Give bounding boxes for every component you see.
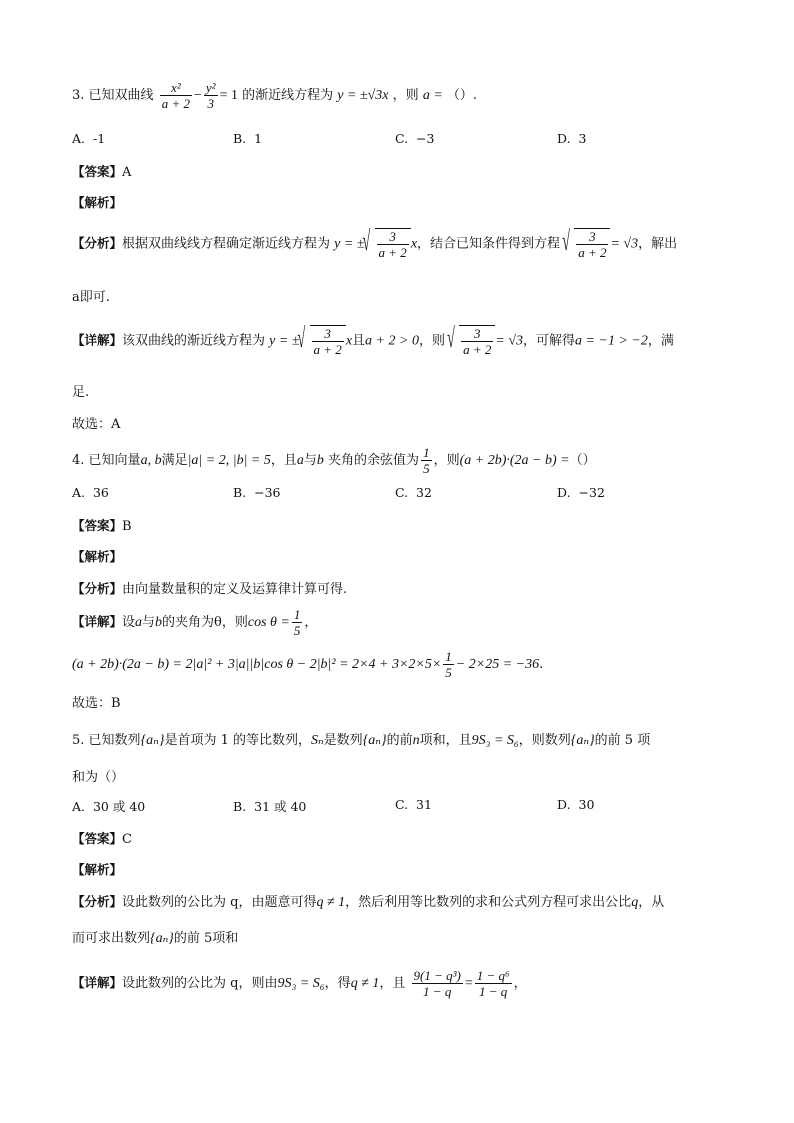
q4-choice: 故选：B: [72, 696, 121, 711]
q3-xiangjie: 【详解】该双曲线的渐近线方程为 y = ± √ $\frac{3}{a + 2}$ x且a + 2 > 0，则 √ $\frac{3}{a + 2}$ = √3，可解得a = −1 > −2，满: [72, 325, 674, 357]
q5-option-d: D. 30: [557, 797, 595, 812]
q3-number: 3.: [72, 88, 85, 103]
q3-eq-frac2: $\frac{\text{y²}}{3}$: [205, 80, 216, 111]
q4-xiangjie: 【详解】设a与b的夹角为θ，则cos θ = $\frac{1}{5}$ ，: [72, 607, 318, 638]
q5-option-a: A. 30 或 40: [72, 799, 146, 814]
q4-option-d: D. −32: [557, 485, 605, 500]
q3-choice: 故选：A: [72, 417, 121, 432]
q3-fenxi: 【分析】根据双曲线线方程确定渐近线方程为 y = ± √ $\frac{3}{a + 2}$ x，结合已知条件得到方程 √ $\frac{3}{a + 2}$ = √3，解出: [72, 228, 677, 260]
q3-option-b: B. 1: [233, 131, 263, 146]
q5-option-b: B. 31 或 40: [233, 799, 307, 814]
q4-stem: 4. 已知向量a, b满足|a| = 2, |b| = 5，且a与b 夹角的余弦值为 $\frac{1}{5}$ ，则(a + 2b)·(2a − b) =（）: [72, 445, 596, 476]
q4-analysis-tag: 【解析】: [72, 549, 123, 564]
q4-option-a: A. 36: [72, 485, 109, 500]
q3-stem: 3. 已知双曲线 $\frac{\text{x²}}{a + 2}$ − $\frac{\text{y²}}{3}$ = 1 的渐近线方程为 y = ±√3x ，则 a = （）.: [72, 80, 478, 111]
q3-option-c: C. −3: [395, 131, 435, 146]
q5-stem-line2: 和为（）: [72, 770, 125, 785]
q4-answer: 【答案】B: [72, 518, 132, 534]
q3-option-d: D. 3: [557, 131, 587, 146]
q5-fenxi-line2: 而可求出数列{aₙ}的前 5项和: [72, 931, 239, 946]
q4-option-b: B. −36: [233, 485, 281, 500]
q3-ask: a =: [422, 88, 443, 103]
q4-fenxi: 【分析】由向量数量积的定义及运算律计算可得.: [72, 581, 348, 597]
q4-option-c: C. 32: [395, 485, 432, 500]
q3-answer: 【答案】A: [72, 164, 132, 180]
q3-asymptote: y = ±√3x: [337, 88, 389, 103]
q5-fenxi: 【分析】设此数列的公比为 q，由题意可得q ≠ 1，然后利用等比数列的求和公式列方程可求出公比q，从: [72, 894, 665, 910]
q3-option-a: A. -1: [72, 131, 106, 146]
q5-stem: 5. 已知数列{aₙ}是首项为 1 的等比数列，Sₙ是数列{aₙ}的前n项和，且9S₃ = S₆，则数列{aₙ}的前 5 项: [72, 733, 651, 748]
q5-option-c: C. 31: [395, 797, 432, 812]
q3-eq-tail: = 1: [219, 88, 238, 103]
q3-stem-pre: 已知双曲线: [88, 88, 154, 103]
q3-stem-end: （）.: [446, 88, 478, 103]
q3-xiangjie-line2: 足.: [72, 385, 90, 400]
q3-stem-mid: 的渐近线方程为: [242, 88, 334, 103]
q3-analysis-tag: 【解析】: [72, 195, 123, 210]
q4-calculation: (a + 2b)·(2a − b) = 2|a|² + 3|a||b|cos θ − 2|b|² = 2×4 + 3×2×5× $\frac{1}{5}$ − 2×25 = −36.: [72, 649, 544, 680]
q5-xiangjie: 【详解】设此数列的公比为 q，则由9S₃ = S₆，得q ≠ 1，且 $\frac{\text{9(1 − q³)}}{1 - q}$ = $\frac{\text{1 − q⁶}}{1 - q}$ ，: [72, 968, 527, 999]
q5-answer: 【答案】C: [72, 831, 132, 847]
q3-fenxi-line2: a即可.: [72, 290, 110, 305]
q5-analysis-tag: 【解析】: [72, 862, 123, 877]
q3-stem-post: ，则: [392, 88, 419, 103]
q3-eq-frac1: $\frac{\text{x²}}{a + 2}$: [161, 80, 190, 111]
